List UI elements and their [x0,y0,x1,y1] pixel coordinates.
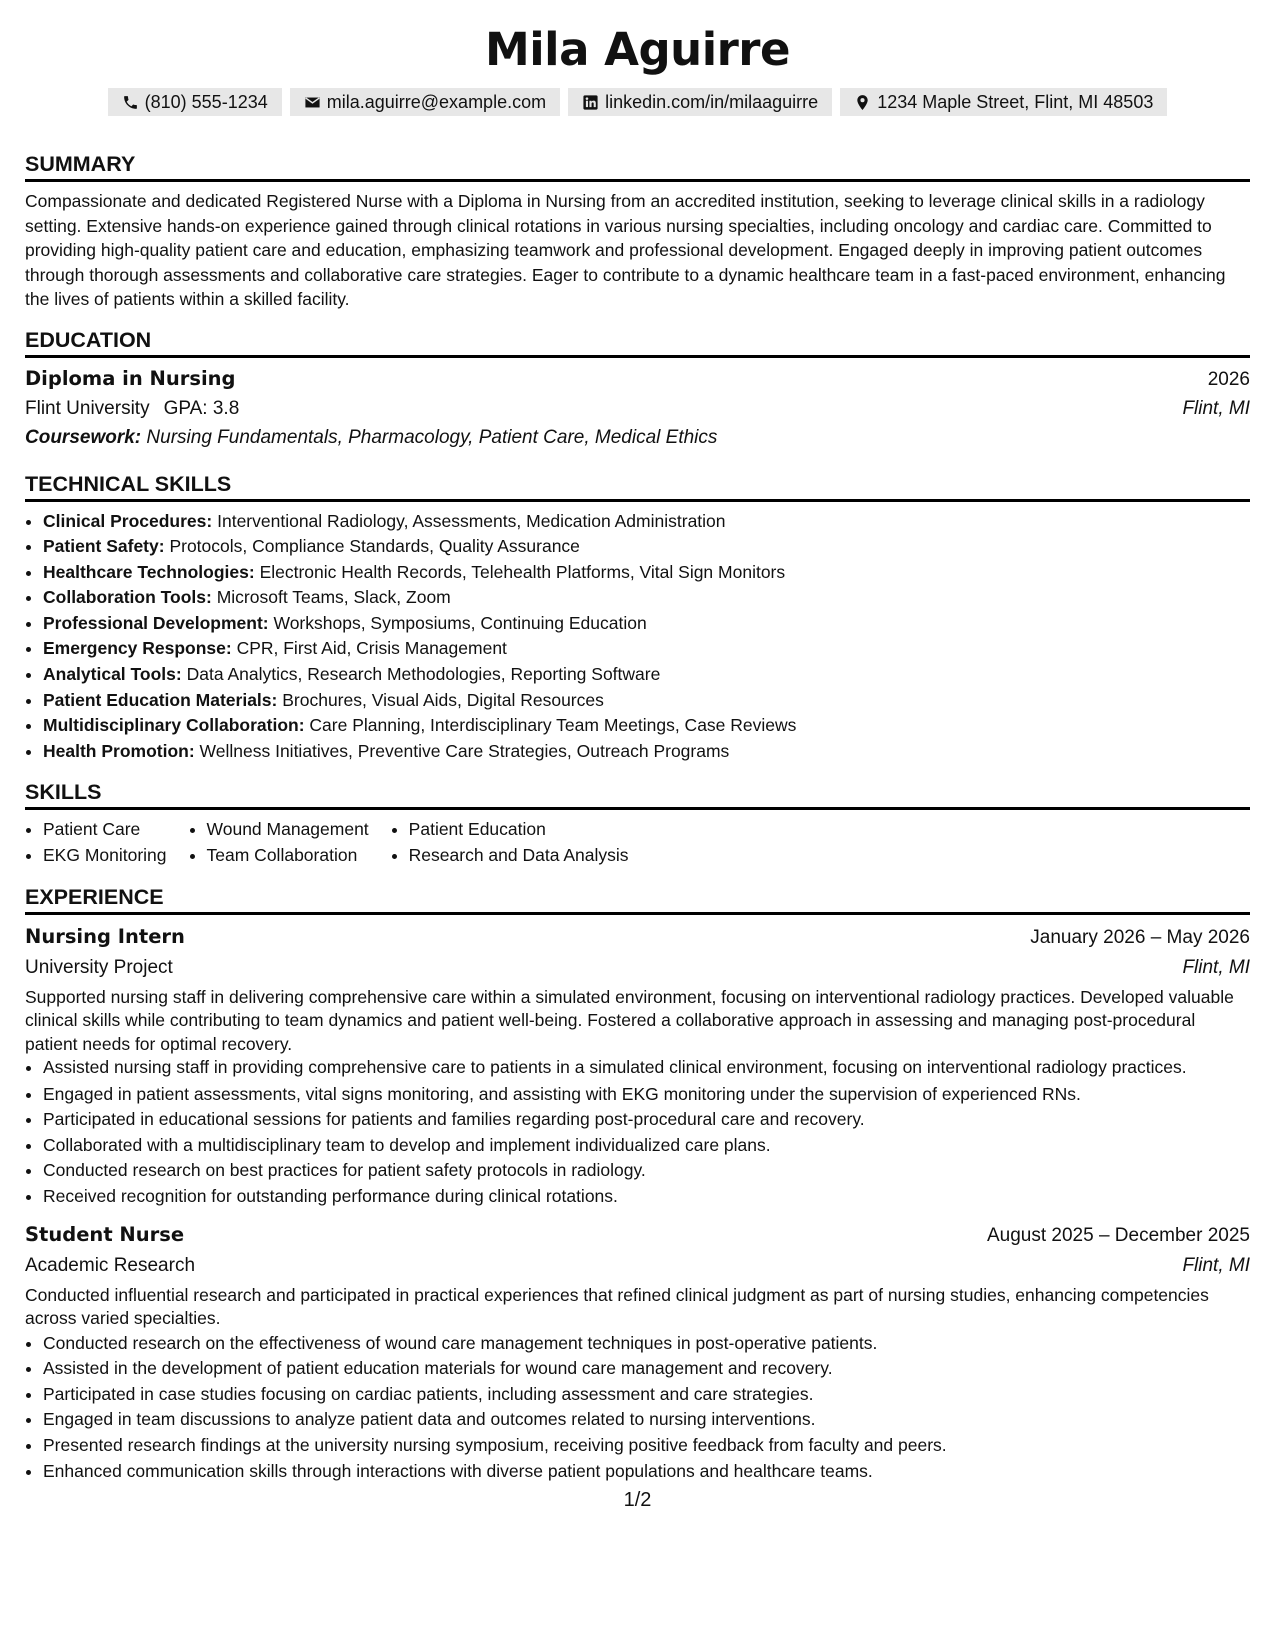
phone-icon [122,94,139,111]
job-location: Flint, MI [1182,956,1250,978]
job-bullets [25,1331,1250,1485]
job-location: Flint, MI [1182,1254,1250,1276]
candidate-name: Mila Aguirre [484,23,791,76]
job-bullets [25,1056,1250,1209]
list-item: • Health Promotion: Wellness Initiatives, Preventive Care Strategies, Outreach Programs [43,739,1250,765]
coursework-list: Nursing Fundamentals, Pharmacology, Patient Care, Medical Ethics [146,426,718,448]
linkedin-icon [582,94,599,111]
skills-column [25,817,167,868]
list-item: • Analytical Tools: Data Analytics, Research Methodologies, Reporting Software [43,662,1250,688]
summary-text: Compassionate and dedicated Registered Nurse with a Diploma in Nursing from an accredited institution, seeking to leverage clinical skills in a radiology setting. Extensive hands-on experience gained through clinical rotations in various nursing specialties, including oncology and cardiac care. Committed to providing high-quality patient care and education, emphasizing teamwork and professional development. Engaged deeply in improving patient outcomes through thorough assessments and collaborative care strategies. Eager to contribute to a dynamic healthcare team in a fast-paced environment, enhancing the lives of patients within a skilled facility. [25,191,1226,309]
school-name: Flint University [25,397,150,419]
skills-column [391,817,629,868]
contact-linkedin[interactable] [568,88,832,116]
list-item: • Presented research findings at the university nursing symposium, receiving positive feedback from faculty and peers. [43,1433,1250,1459]
list-item: • Assisted in the development of patient education materials for wound care management and recovery. [43,1356,1250,1382]
list-item: • Assisted nursing staff in providing comprehensive care to patients in a simulated clinical environment, focusing on interventional radiology practices. [43,1056,1250,1080]
skills-section [25,780,1250,868]
location-icon [854,94,871,111]
technical-skills-section [25,472,1250,765]
contact-phone [108,88,282,116]
contact-row [25,88,1250,116]
skills-grid [25,817,1250,868]
list-item: • Engaged in patient assessments, vital signs monitoring, and assisting with EKG monitoring under the supervision of experienced RNs. [43,1082,1250,1108]
phone-text: (810) 555-1234 [144,91,268,112]
list-item: • Collaborated with a multidisciplinary team to develop and implement individualized care plans. [43,1133,1250,1159]
job-dates: January 2026 – May 2026 [1030,926,1250,948]
section-title: SUMMARY [25,152,1250,182]
education-section [25,328,1250,452]
list-item: • Received recognition for outstanding performance during clinical rotations. [43,1184,1250,1210]
job-organization: Academic Research [25,1254,196,1276]
email-icon [304,94,321,111]
coursework-line [25,424,1250,452]
school-info [25,394,239,424]
section-title: EXPERIENCE [25,885,1250,915]
experience-section [25,885,1250,1485]
job-org-row [25,1250,1250,1282]
resume-page [25,0,1250,1511]
section-title: SKILLS [25,780,1250,810]
coursework-label: Coursework: [25,426,142,448]
job-org-row [25,952,1250,984]
email-text: mila.aguirre@example.com [326,91,547,112]
job-organization: University Project [25,956,173,978]
list-item: • Clinical Procedures: Interventional Radiology, Assessments, Medication Administration [43,509,1250,535]
job-dates: August 2025 – December 2025 [986,1224,1250,1246]
job-title: Student Nurse [25,1222,185,1246]
job-entry [25,1220,1250,1485]
skill-item: • Team Collaboration [207,843,369,869]
job-header-row [25,922,1250,952]
section-title: TECHNICAL SKILLS [25,472,1250,502]
linkedin-text: linkedin.com/in/milaaguirre [605,91,819,112]
school-location: Flint, MI [1182,397,1250,419]
job-entry [25,922,1250,1210]
degree-title: Diploma in Nursing [25,366,236,390]
education-school-row [25,394,1250,424]
list-item: • Engaged in team discussions to analyze patient data and outcomes related to nursing interventions. [43,1407,1250,1433]
job-summary: Supported nursing staff in delivering comprehensive care within a simulated environment, focusing on interventional radiology practices. Developed valuable clinical skills while contributing to team dynamics and patient well-being. Fostered a collaborative approach in assessing and managing post-procedural patient needs for optimal recovery. [25,986,1234,1054]
summary-section [25,152,1250,312]
technical-skills-list [25,509,1250,765]
list-item: • Participated in case studies focusing on cardiac patients, including assessment and care strategies. [43,1382,1250,1408]
contact-email[interactable] [290,88,560,116]
page-number: 1/2 [623,1489,652,1511]
list-item: • Conducted research on best practices for patient safety protocols in radiology. [43,1158,1250,1184]
list-item: • Collaboration Tools: Microsoft Teams, Slack, Zoom [43,585,1250,611]
skill-item: • Patient Education [409,817,629,843]
list-item: • Professional Development: Workshops, Symposiums, Continuing Education [43,611,1250,637]
skill-item: • Patient Care [43,817,167,843]
list-item: • Conducted research on the effectiveness of wound care management techniques in post-operative patients. [43,1331,1250,1357]
gpa: GPA: 3.8 [163,397,240,419]
address-text: 1234 Maple Street, Flint, MI 48503 [877,91,1154,112]
list-item: • Patient Education Materials: Brochures, Visual Aids, Digital Resources [43,688,1250,714]
contact-address [840,88,1167,116]
list-item: • Multidisciplinary Collaboration: Care Planning, Interdisciplinary Team Meetings, Case Reviews [43,713,1250,739]
list-item: • Participated in educational sessions for patients and families regarding post-procedural care and recovery. [43,1107,1250,1133]
list-item: • Healthcare Technologies: Electronic Health Records, Telehealth Platforms, Vital Sign Monitors [43,560,1250,586]
list-item: • Patient Safety: Protocols, Compliance Standards, Quality Assurance [43,534,1250,560]
skills-column [189,817,369,868]
graduation-year: 2026 [1207,368,1250,390]
skill-item: • Research and Data Analysis [409,843,629,869]
job-summary: Conducted influential research and participated in practical experiences that refined clinical judgment as part of nursing studies, enhancing competencies across varied specialties. [25,1284,1209,1329]
job-header-row [25,1220,1250,1250]
skill-item: • EKG Monitoring [43,843,167,869]
section-title: EDUCATION [25,328,1250,358]
job-title: Nursing Intern [25,924,185,948]
education-header-row [25,365,1250,394]
list-item: • Enhanced communication skills through interactions with diverse patient populations and healthcare teams. [43,1459,1250,1485]
skill-item: • Wound Management [207,817,369,843]
list-item: • Emergency Response: CPR, First Aid, Crisis Management [43,636,1250,662]
